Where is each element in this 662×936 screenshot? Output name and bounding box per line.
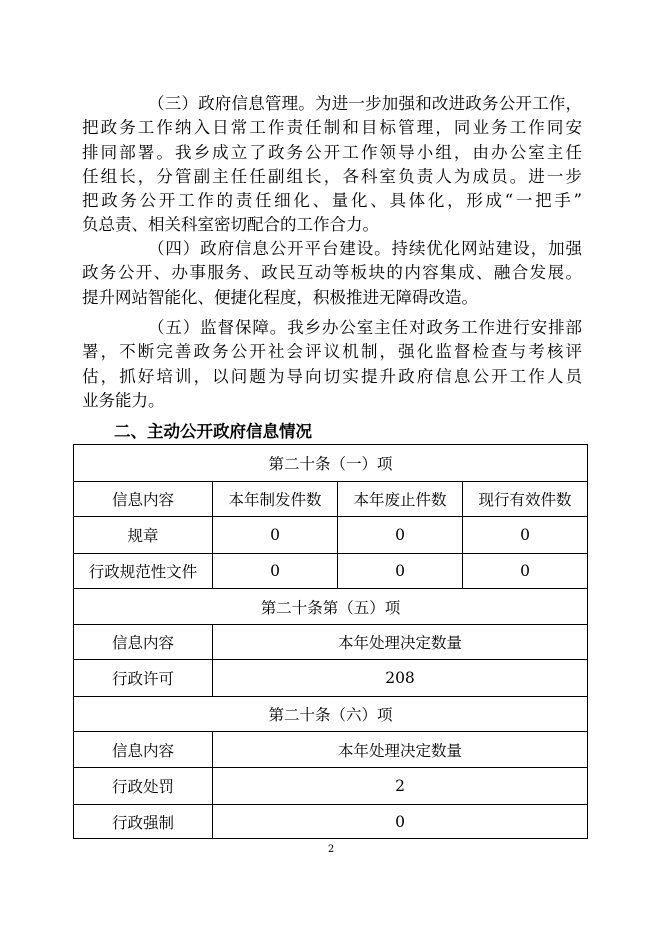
header-info-content: 信息内容 <box>74 625 213 660</box>
cell-value: 0 <box>213 554 338 589</box>
text-line: 业务能力。 <box>82 390 165 410</box>
cell-value: 0 <box>463 554 588 589</box>
paragraph-supervision <box>82 316 582 413</box>
cell-value: 0 <box>463 517 588 554</box>
text-line: 把政务公开工作的责任细化、量化、具体化，形成“一把手” <box>82 191 582 211</box>
row-label: 规章 <box>74 517 213 554</box>
header-decision-count: 本年处理决定数量 <box>213 732 588 768</box>
table-header-row <box>74 625 588 660</box>
text-line: （三）政府信息管理。为进一步加强和改进政务公开工作， <box>148 94 582 113</box>
cell-value: 0 <box>338 517 463 554</box>
row-label: 行政处罚 <box>74 768 213 805</box>
text-line: 提升网站智能化、便捷化程度，积极推进无障碍改造。 <box>82 287 478 307</box>
header-decision-count: 本年处理决定数量 <box>213 625 588 660</box>
text-line: 估，抓好培训，以问题为导向切实提升政府信息公开工作人员 <box>82 366 582 386</box>
table-row <box>74 768 588 805</box>
section-heading: 二、主动公开政府信息情况 <box>114 422 312 441</box>
table-section-title-row <box>74 445 588 482</box>
text-line: （四）政府信息公开平台建设。持续优化网站建设，加强 <box>148 239 582 258</box>
table-header-row <box>74 732 588 768</box>
section-title-article20-5: 第二十条第（五）项 <box>74 589 588 625</box>
section-title-article20-1: 第二十条（一）项 <box>74 445 588 482</box>
text-line: 任组长，分管副主任任副组长，各科室负责人为成员。进一步 <box>82 166 582 186</box>
table-row <box>74 517 588 554</box>
paragraph-info-management <box>82 92 582 238</box>
table-header-row <box>74 482 588 517</box>
text-line: 署，不断完善政务公开社会评议机制，强化监督检查与考核评 <box>82 342 582 362</box>
text-line: （五）监督保障。我乡办公室主任对政务工作进行安排部 <box>148 318 582 337</box>
cell-value: 0 <box>213 517 338 554</box>
disclosure-table <box>73 444 588 839</box>
cell-value: 0 <box>338 554 463 589</box>
text-line: 把政务工作纳入日常工作责任制和目标管理，同业务工作同安 <box>82 118 582 138</box>
text-line: 负总责、相关科室密切配合的工作合力。 <box>82 215 379 235</box>
cell-value: 0 <box>213 805 588 839</box>
header-repealed-count: 本年废止件数 <box>338 482 463 517</box>
table-row <box>74 554 588 589</box>
page-number: 2 <box>327 844 335 855</box>
paragraph-platform-construction <box>82 237 582 310</box>
text-line: 排同部署。我乡成立了政务公开工作领导小组，由办公室主任 <box>82 142 582 162</box>
header-issued-count: 本年制发件数 <box>213 482 338 517</box>
header-valid-count: 现行有效件数 <box>463 482 588 517</box>
section-title-article20-6: 第二十条（六）项 <box>74 697 588 732</box>
text-line: 政务公开、办事服务、政民互动等板块的内容集成、融合发展。 <box>82 263 582 283</box>
header-info-content: 信息内容 <box>74 482 213 517</box>
table-row <box>74 805 588 839</box>
row-label: 行政强制 <box>74 805 213 839</box>
table-section-title-row <box>74 589 588 625</box>
row-label: 行政规范性文件 <box>74 554 213 589</box>
cell-value: 2 <box>213 768 588 805</box>
row-label: 行政许可 <box>74 660 213 697</box>
cell-value: 208 <box>213 660 588 697</box>
header-info-content: 信息内容 <box>74 732 213 768</box>
table-section-title-row <box>74 697 588 732</box>
table-row <box>74 660 588 697</box>
